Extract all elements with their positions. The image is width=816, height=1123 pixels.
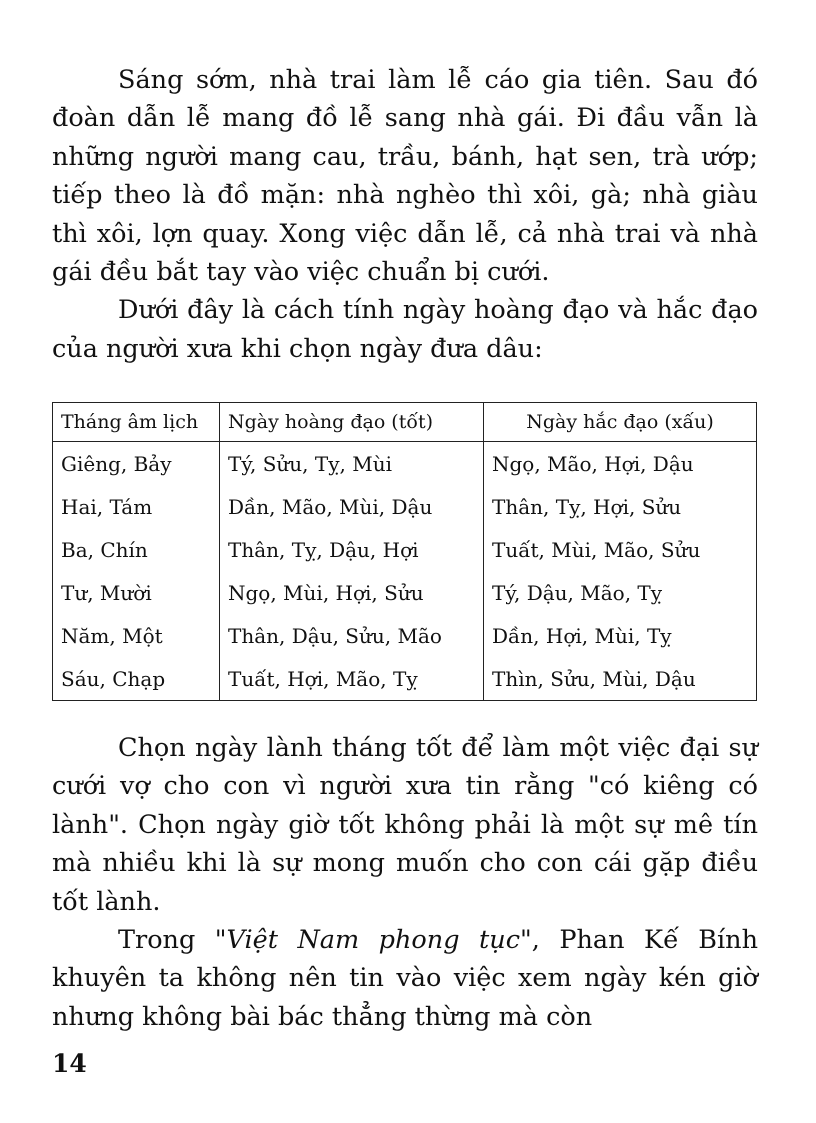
book-title-citation: "Việt Nam phong tục" <box>214 925 532 956</box>
cell-month: Năm, Một <box>53 614 220 657</box>
table-row <box>53 571 757 614</box>
top-text-block <box>52 61 758 368</box>
paragraph-lead-text: Trong <box>118 925 215 956</box>
cell-good-days: Thân, Tỵ, Dậu, Hợi <box>220 528 484 571</box>
table-header-row <box>53 403 757 442</box>
table-row <box>53 614 757 657</box>
cell-good-days: Ngọ, Mùi, Hợi, Sửu <box>220 571 484 614</box>
cell-bad-days: Thìn, Sửu, Mùi, Dậu <box>484 657 757 701</box>
bottom-text-block <box>52 729 758 1036</box>
header-bad-days: Ngày hắc đạo (xấu) <box>484 403 757 442</box>
cell-good-days: Tý, Sửu, Tỵ, Mùi <box>220 442 484 486</box>
cell-month: Giêng, Bảy <box>53 442 220 486</box>
page-number: 14 <box>52 1049 87 1078</box>
paragraph-phan-ke-binh <box>52 921 758 1036</box>
table-row <box>53 442 757 486</box>
cell-bad-days: Tuất, Mùi, Mão, Sửu <box>484 528 757 571</box>
paragraph-choosing-days: Chọn ngày lành tháng tốt để làm một việc đại sự cưới vợ cho con vì người xưa tin rằng "có kiêng có lành". Chọn ngày giờ tốt không phải là một sự mê tín mà nhiều khi là sự mong muốn cho con cái gặp điều tốt lành. <box>52 733 758 917</box>
cell-month: Hai, Tám <box>53 485 220 528</box>
header-good-days: Ngày hoàng đạo (tốt) <box>220 403 484 442</box>
table-row <box>53 657 757 701</box>
cell-bad-days: Tý, Dậu, Mão, Tỵ <box>484 571 757 614</box>
cell-month: Sáu, Chạp <box>53 657 220 701</box>
cell-good-days: Dần, Mão, Mùi, Dậu <box>220 485 484 528</box>
cell-bad-days: Ngọ, Mão, Hợi, Dậu <box>484 442 757 486</box>
paragraph-table-intro: Dưới đây là cách tính ngày hoàng đạo và hắc đạo của người xưa khi chọn ngày đưa dâu: <box>52 295 758 364</box>
paragraph-wedding-procession: Sáng sớm, nhà trai làm lễ cáo gia tiên. Sau đó đoàn dẫn lễ mang đồ lễ sang nhà gái. Đi đầu vẫn là những người mang cau, trầu, bánh, hạt sen, trà ướp; tiếp theo là đồ mặn: nhà nghèo thì xôi, gà; nhà giàu thì xôi, lợn quay. Xong việc dẫn lễ, cả nhà trai và nhà gái đều bắt tay vào việc chuẩn bị cưới. <box>52 65 758 288</box>
table-row <box>53 528 757 571</box>
cell-bad-days: Dần, Hợi, Mùi, Tỵ <box>484 614 757 657</box>
cell-month: Ba, Chín <box>53 528 220 571</box>
cell-bad-days: Thân, Tỵ, Hợi, Sửu <box>484 485 757 528</box>
header-lunar-month: Tháng âm lịch <box>53 403 220 442</box>
cell-good-days: Thân, Dậu, Sửu, Mão <box>220 614 484 657</box>
table-row <box>53 485 757 528</box>
auspicious-days-table <box>52 402 757 701</box>
cell-month: Tư, Mười <box>53 571 220 614</box>
cell-good-days: Tuất, Hợi, Mão, Tỵ <box>220 657 484 701</box>
paragraph-body-text: , Phan Kế Bính khuyên ta không nên tin vào việc xem ngày kén giờ nhưng không bài bác thẳng thừng mà còn <box>52 925 759 1032</box>
